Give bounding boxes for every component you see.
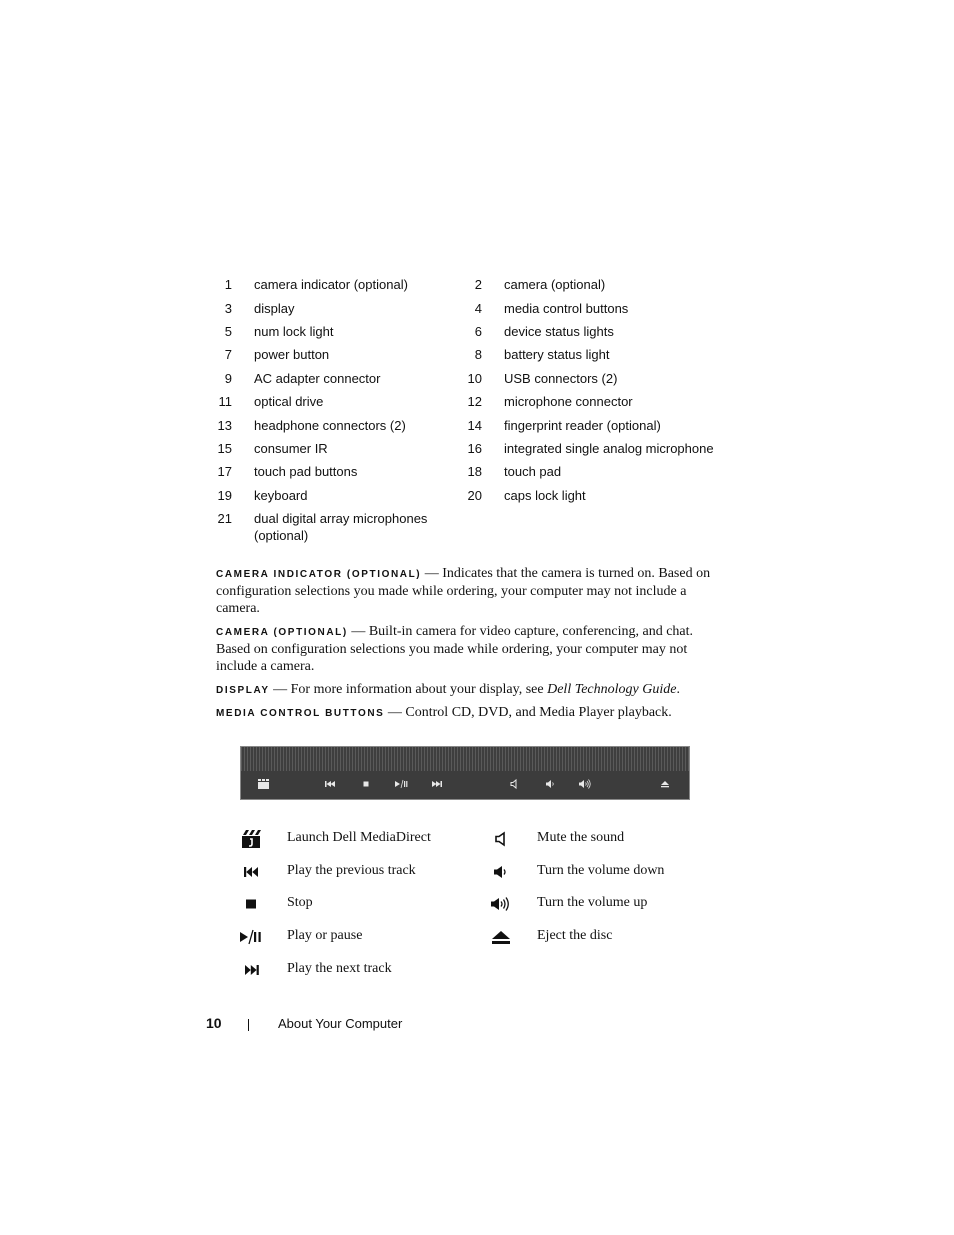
play-pause-icon bbox=[240, 927, 262, 947]
description-text: Indicates that the camera is turned on. Based on configuration selections you made while ordering, your computer may not include a camera. bbox=[216, 566, 711, 616]
legend-label: Play or pause bbox=[287, 928, 363, 943]
em-dash: — bbox=[387, 705, 402, 720]
footer-divider bbox=[248, 1019, 249, 1031]
item-label: optical drive bbox=[254, 394, 324, 409]
page-number: 10 bbox=[206, 1015, 222, 1031]
description-text-end: . bbox=[676, 682, 680, 697]
item-number: 13 bbox=[217, 418, 232, 433]
item-label: AC adapter connector bbox=[254, 371, 381, 386]
volume-up-icon bbox=[490, 894, 512, 914]
item-label: num lock light bbox=[254, 324, 334, 339]
item-label: power button bbox=[254, 347, 330, 362]
next-track-icon bbox=[240, 960, 262, 980]
item-label: battery status light bbox=[504, 347, 610, 362]
em-dash: — bbox=[273, 682, 288, 697]
eject-icon bbox=[657, 778, 673, 790]
mute-icon bbox=[490, 829, 512, 849]
item-label: integrated single analog microphone bbox=[504, 441, 714, 456]
em-dash: — bbox=[351, 624, 366, 639]
item-number: 6 bbox=[474, 324, 482, 339]
term-label: CAMERA (OPTIONAL) bbox=[216, 627, 348, 638]
legend-label: Mute the sound bbox=[537, 830, 625, 845]
item-number: 20 bbox=[467, 488, 482, 503]
mute-icon bbox=[507, 778, 523, 790]
item-number: 4 bbox=[474, 301, 482, 316]
item-label: camera indicator (optional) bbox=[254, 277, 408, 292]
item-label: microphone connector bbox=[504, 394, 633, 409]
item-number: 19 bbox=[217, 488, 232, 503]
eject-icon bbox=[490, 927, 512, 947]
item-label: fingerprint reader (optional) bbox=[504, 418, 661, 433]
media-controls-description bbox=[216, 704, 716, 722]
term-label: CAMERA INDICATOR (OPTIONAL) bbox=[216, 569, 422, 580]
item-number: 5 bbox=[224, 324, 232, 339]
legend-label: Launch Dell MediaDirect bbox=[287, 830, 431, 845]
item-label: touch pad bbox=[504, 464, 562, 479]
legend-label: Play the next track bbox=[287, 961, 392, 976]
item-label: caps lock light bbox=[504, 488, 586, 503]
item-number: 9 bbox=[224, 371, 232, 386]
guide-title: Dell Technology Guide bbox=[547, 682, 677, 697]
item-number: 21 bbox=[217, 511, 232, 526]
camera-description bbox=[216, 623, 716, 675]
item-label: USB connectors (2) bbox=[504, 371, 618, 386]
item-number: 17 bbox=[217, 464, 232, 479]
item-number: 1 bbox=[224, 277, 232, 292]
section-title: About Your Computer bbox=[278, 1016, 403, 1031]
legend-label: Turn the volume up bbox=[537, 895, 648, 910]
legend-label: Turn the volume down bbox=[537, 863, 665, 878]
item-number: 10 bbox=[467, 371, 482, 386]
term-label: MEDIA CONTROL BUTTONS bbox=[216, 708, 385, 719]
item-number: 16 bbox=[467, 441, 482, 456]
term-label: DISPLAY bbox=[216, 685, 270, 696]
description-text: Control CD, DVD, and Media Player playback. bbox=[405, 705, 672, 720]
item-number: 7 bbox=[224, 347, 232, 362]
item-label: keyboard bbox=[254, 488, 308, 503]
speaker-grille bbox=[241, 747, 689, 771]
em-dash: — bbox=[424, 566, 439, 581]
item-number: 12 bbox=[467, 394, 482, 409]
description-text: For more information about your display, see bbox=[290, 682, 548, 697]
camera-indicator-description bbox=[216, 565, 716, 617]
next-track-icon bbox=[429, 778, 445, 790]
mediadirect-icon bbox=[240, 829, 262, 849]
item-label: camera (optional) bbox=[504, 277, 606, 292]
mediadirect-icon bbox=[256, 778, 272, 790]
volume-down-icon bbox=[542, 778, 558, 790]
volume-up-icon bbox=[577, 778, 593, 790]
item-number: 11 bbox=[218, 394, 232, 409]
volume-down-icon bbox=[490, 862, 512, 882]
item-label: headphone connectors (2) bbox=[254, 418, 406, 433]
display-description bbox=[216, 681, 716, 699]
item-number: 18 bbox=[467, 464, 482, 479]
item-number: 15 bbox=[217, 441, 232, 456]
description-text: Built-in camera for video capture, conferencing, and chat. Based on configuration selections you made while ordering, your computer may not include a camera. bbox=[216, 624, 694, 674]
previous-track-icon bbox=[240, 862, 262, 882]
stop-icon bbox=[240, 894, 262, 914]
legend-label: Eject the disc bbox=[537, 928, 613, 943]
item-number: 8 bbox=[474, 347, 482, 362]
item-label: touch pad buttons bbox=[254, 464, 358, 479]
legend-label: Play the previous track bbox=[287, 863, 416, 878]
item-number: 2 bbox=[474, 277, 482, 292]
previous-track-icon bbox=[322, 778, 338, 790]
stop-icon bbox=[358, 778, 374, 790]
play-pause-icon bbox=[393, 778, 409, 790]
item-label: device status lights bbox=[504, 324, 614, 339]
item-label: dual digital array microphones (optional) bbox=[254, 511, 428, 543]
media-control-panel-illustration bbox=[240, 746, 690, 800]
item-label: display bbox=[254, 301, 295, 316]
item-label: consumer IR bbox=[254, 441, 328, 456]
legend-label: Stop bbox=[287, 895, 313, 910]
item-label: media control buttons bbox=[504, 301, 629, 316]
item-number: 3 bbox=[224, 301, 232, 316]
item-number: 14 bbox=[467, 418, 482, 433]
button-strip bbox=[241, 771, 689, 799]
